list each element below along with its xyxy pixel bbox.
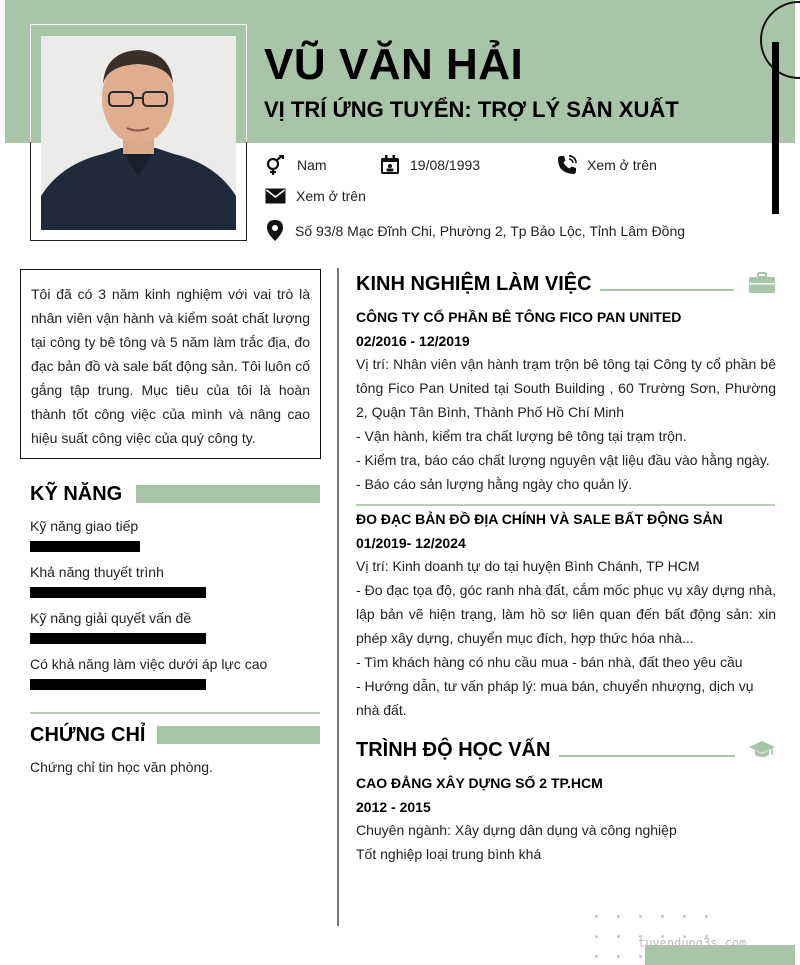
gender-icon <box>265 155 287 175</box>
email-value: Xem ở trên <box>296 188 366 204</box>
skills-heading: KỸ NĂNG <box>30 483 123 505</box>
skills-heading-bar <box>136 485 320 503</box>
graduation-cap-icon <box>749 740 775 760</box>
job-company: CÔNG TY CỔ PHẦN BÊ TÔNG FICO PAN UNITED <box>356 309 682 325</box>
skill-level-bar <box>30 587 206 598</box>
education-heading: TRÌNH ĐỘ HỌC VẤN <box>356 739 551 761</box>
education-major: Chuyên ngành: Xây dựng dân dụng và công nghiệp <box>356 822 677 838</box>
job-task: - Báo cáo sản lượng hằng ngày cho quản lý. <box>356 476 633 492</box>
candidate-name: VŨ VĂN HẢI <box>264 40 524 89</box>
skill-label: Khả năng thuyết trình <box>30 564 164 580</box>
job-period: 02/2016 - 12/2019 <box>356 333 470 349</box>
skill-label: Kỹ năng giao tiếp <box>30 518 139 534</box>
education-grade: Tốt nghiệp loại trung bình khá <box>356 846 542 862</box>
dob-info <box>380 155 480 175</box>
certificate-item: Chứng chỉ tin học văn phòng. <box>30 759 213 775</box>
career-summary: Tôi đã có 3 năm kinh nghiệm với vai trò là nhân viên vận hành và kiểm soát chất lượng tại công ty bê tông và 5 năm làm trắc địa, đo đạc bản đồ và sale bất động sản. Tôi luôn cố gắng tập trung. Mục tiêu của tôi là hoàn thành tốt công việc của mình và nâng cao hiệu suất công việc của quý công ty. <box>20 269 321 459</box>
dob-value: 19/08/1993 <box>410 157 481 173</box>
envelope-icon <box>265 188 286 204</box>
job-task: - Kiểm tra, báo cáo chất lượng nguyên vật liệu đầu vào hằng ngày. <box>356 452 770 468</box>
phone-info <box>557 155 657 175</box>
job-task: - Vận hành, kiểm tra chất lượng bê tông tại trạm trộn. <box>356 428 687 444</box>
skill-label: Có khả năng làm việc dưới áp lực cao <box>30 656 268 672</box>
gender-value: Nam <box>297 157 327 173</box>
phone-value: Xem ở trên <box>587 157 657 173</box>
certificates-heading: CHỨNG CHỈ <box>30 724 146 746</box>
skill-level-bar <box>30 541 140 552</box>
education-period: 2012 - 2015 <box>356 799 431 815</box>
job-separator <box>356 504 775 506</box>
calendar-icon <box>380 155 400 175</box>
email-info <box>265 188 366 204</box>
job-role: Vị trí: Kinh doanh tự do tại huyện Bình Chánh, TP HCM <box>356 558 700 574</box>
education-heading-line <box>559 755 735 757</box>
phone-icon <box>557 155 577 175</box>
briefcase-icon <box>749 272 775 294</box>
address-value: Số 93/8 Mạc Đĩnh Chi, Phường 2, Tp Bảo Lộc, Tỉnh Lâm Đồng <box>295 223 686 239</box>
job-task: - Hướng dẫn, tư vấn pháp lý: mua bán, chuyển nhượng, dịch vụ nhà đất. <box>356 678 754 718</box>
job-role: Vị trí: Nhân viên vận hành trạm trộn bê tông tại Công ty cổ phần bê tông Fico Pan United tại South Building , 60 Trường Sơn, Phường 2, Quận Tân Bình, Thành Phố Hồ Chí Minh <box>356 356 776 420</box>
section-divider <box>30 712 320 714</box>
column-divider <box>337 268 339 926</box>
job-company: ĐO ĐẠC BẢN ĐỒ ĐỊA CHÍNH VÀ SALE BẤT ĐỘNG SẢN <box>356 511 723 527</box>
gender-info <box>265 155 327 175</box>
experience-heading-line <box>600 289 734 291</box>
watermark: tuyendung3s.com <box>638 936 747 950</box>
job-period: 01/2019- 12/2024 <box>356 535 466 551</box>
applied-position: VỊ TRÍ ỨNG TUYỂN: TRỢ LÝ SẢN XUẤT <box>264 97 679 122</box>
decorative-bar <box>772 42 779 214</box>
portrait-illustration <box>41 36 236 230</box>
skill-level-bar <box>30 679 206 690</box>
certificates-heading-bar <box>157 726 320 744</box>
skill-level-bar <box>30 633 206 644</box>
experience-heading: KINH NGHIỆM LÀM VIỆC <box>356 273 592 295</box>
address-info <box>265 220 685 242</box>
profile-photo <box>41 36 236 230</box>
job-task: - Đo đạc tọa độ, góc ranh nhà đất, cắm mốc phục vụ xây dựng nhà, lập bản vẽ hiện trạng, làm hồ sơ liên quan đến bất động sản: xin phép xây dựng, chuyển mục đích, hợp thức hóa nhà... <box>356 582 776 646</box>
school-name: CAO ĐẲNG XÂY DỰNG SỐ 2 TP.HCM <box>356 775 603 791</box>
location-pin-icon <box>265 220 285 242</box>
skill-label: Kỹ năng giải quyết vấn đề <box>30 610 192 626</box>
job-task: - Tìm khách hàng có nhu cầu mua - bán nhà, đất theo yêu cầu <box>356 654 743 670</box>
